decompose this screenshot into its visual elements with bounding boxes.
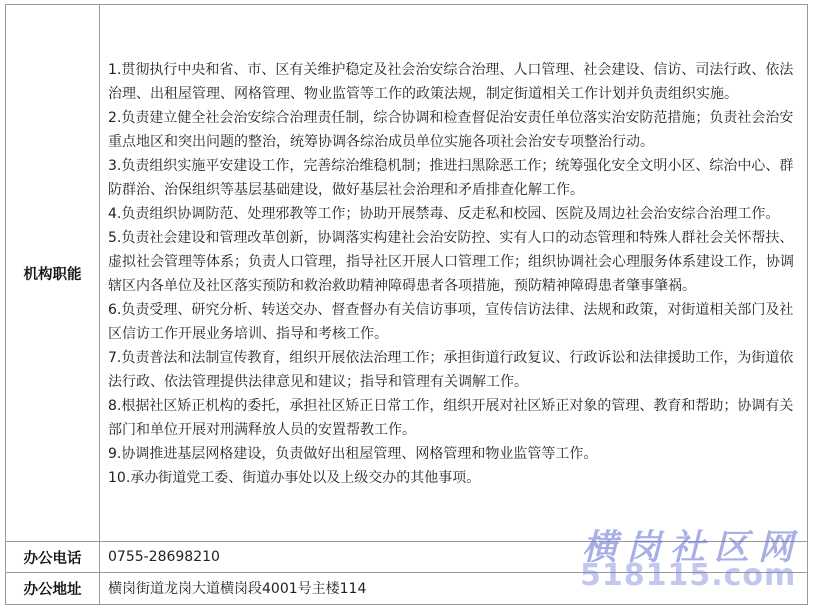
watermark-logo-text: 横岗社区网 — [582, 527, 803, 568]
duty-item-7: 7.负责普法和法制宣传教育，组织开展依法治理工作；承担街道行政复议、行政诉讼和法律援助工作，为街道依法行政、依法管理提供法律意见和建议；指导和管理有关调解工作。 — [108, 349, 794, 390]
duty-item-10: 10.承办街道党工委、街道办事处以及上级交办的其他事项。 — [108, 469, 481, 486]
duty-item-1: 1.贯彻执行中央和省、市、区有关维护稳定及社会治安综合治理、人口管理、社会建设、信访、司法行政、依法治理、出租屋管理、网格管理、物业监管等工作的政策法规，制定街道相关工作计划并负责组织实施。 — [108, 61, 794, 102]
duties-label: 机构职能 — [6, 5, 100, 542]
address-label: 办公地址 — [6, 573, 100, 605]
phone-label: 办公电话 — [6, 542, 100, 573]
address-row — [6, 573, 808, 605]
duty-item-5: 5.负责社会建设和管理改革创新，协调落实构建社会治安防控、实有人口的动态管理和特殊人群社会关怀帮扶、虚拟社会管理等体系；负责人口管理，指导社区开展人口管理工作；组织协调社会心理服务体系建设工作，协调辖区内各单位及社区落实预防和救治救助精神障碍患者各项措施，预防精神障碍患者肇事肇祸。 — [108, 229, 794, 294]
duty-item-6: 6.负责受理、研究分析、转送交办、督查督办有关信访事项，宣传信访法律、法规和政策，对街道相关部门及社区信访工作开展业务培训、指导和考核工作。 — [108, 301, 794, 342]
duty-item-2: 2.负责建立健全社会治安综合治理责任制，综合协调和检查督促治安责任单位落实治安防范措施；负责社会治安重点地区和突出问题的整治，统筹协调各综治成员单位实施各项社会治安专项整治行动。 — [108, 109, 794, 150]
phone-value: 0755-28698210 — [100, 542, 808, 573]
address-value: 横岗街道龙岗大道横岗段4001号主楼114 — [100, 573, 808, 605]
info-table — [5, 4, 808, 605]
duty-item-3: 3.负责组织实施平安建设工作，完善综治维稳机制；推进扫黑除恶工作；统筹强化安全文明小区、综治中心、群防群治、治保组织等基层基础建设，做好基层社会治理和矛盾排查化解工作。 — [108, 157, 794, 198]
duties-content — [100, 5, 808, 542]
phone-row — [6, 542, 808, 573]
duty-item-9: 9.协调推进基层网格建设，负责做好出租屋管理、网格管理和物业监管等工作。 — [108, 445, 598, 462]
duty-item-8: 8.根据社区矫正机构的委托，承担社区矫正日常工作，组织开展对社区矫正对象的管理、教育和帮助；协调有关部门和单位开展对刑满释放人员的安置帮教工作。 — [108, 397, 794, 438]
duty-item-4: 4.负责组织协调防范、处理邪教等工作；协助开展禁毒、反走私和校园、医院及周边社会治安综合治理工作。 — [108, 205, 780, 222]
duties-row — [6, 5, 808, 542]
watermark-url-text: 518115.com — [580, 558, 797, 593]
